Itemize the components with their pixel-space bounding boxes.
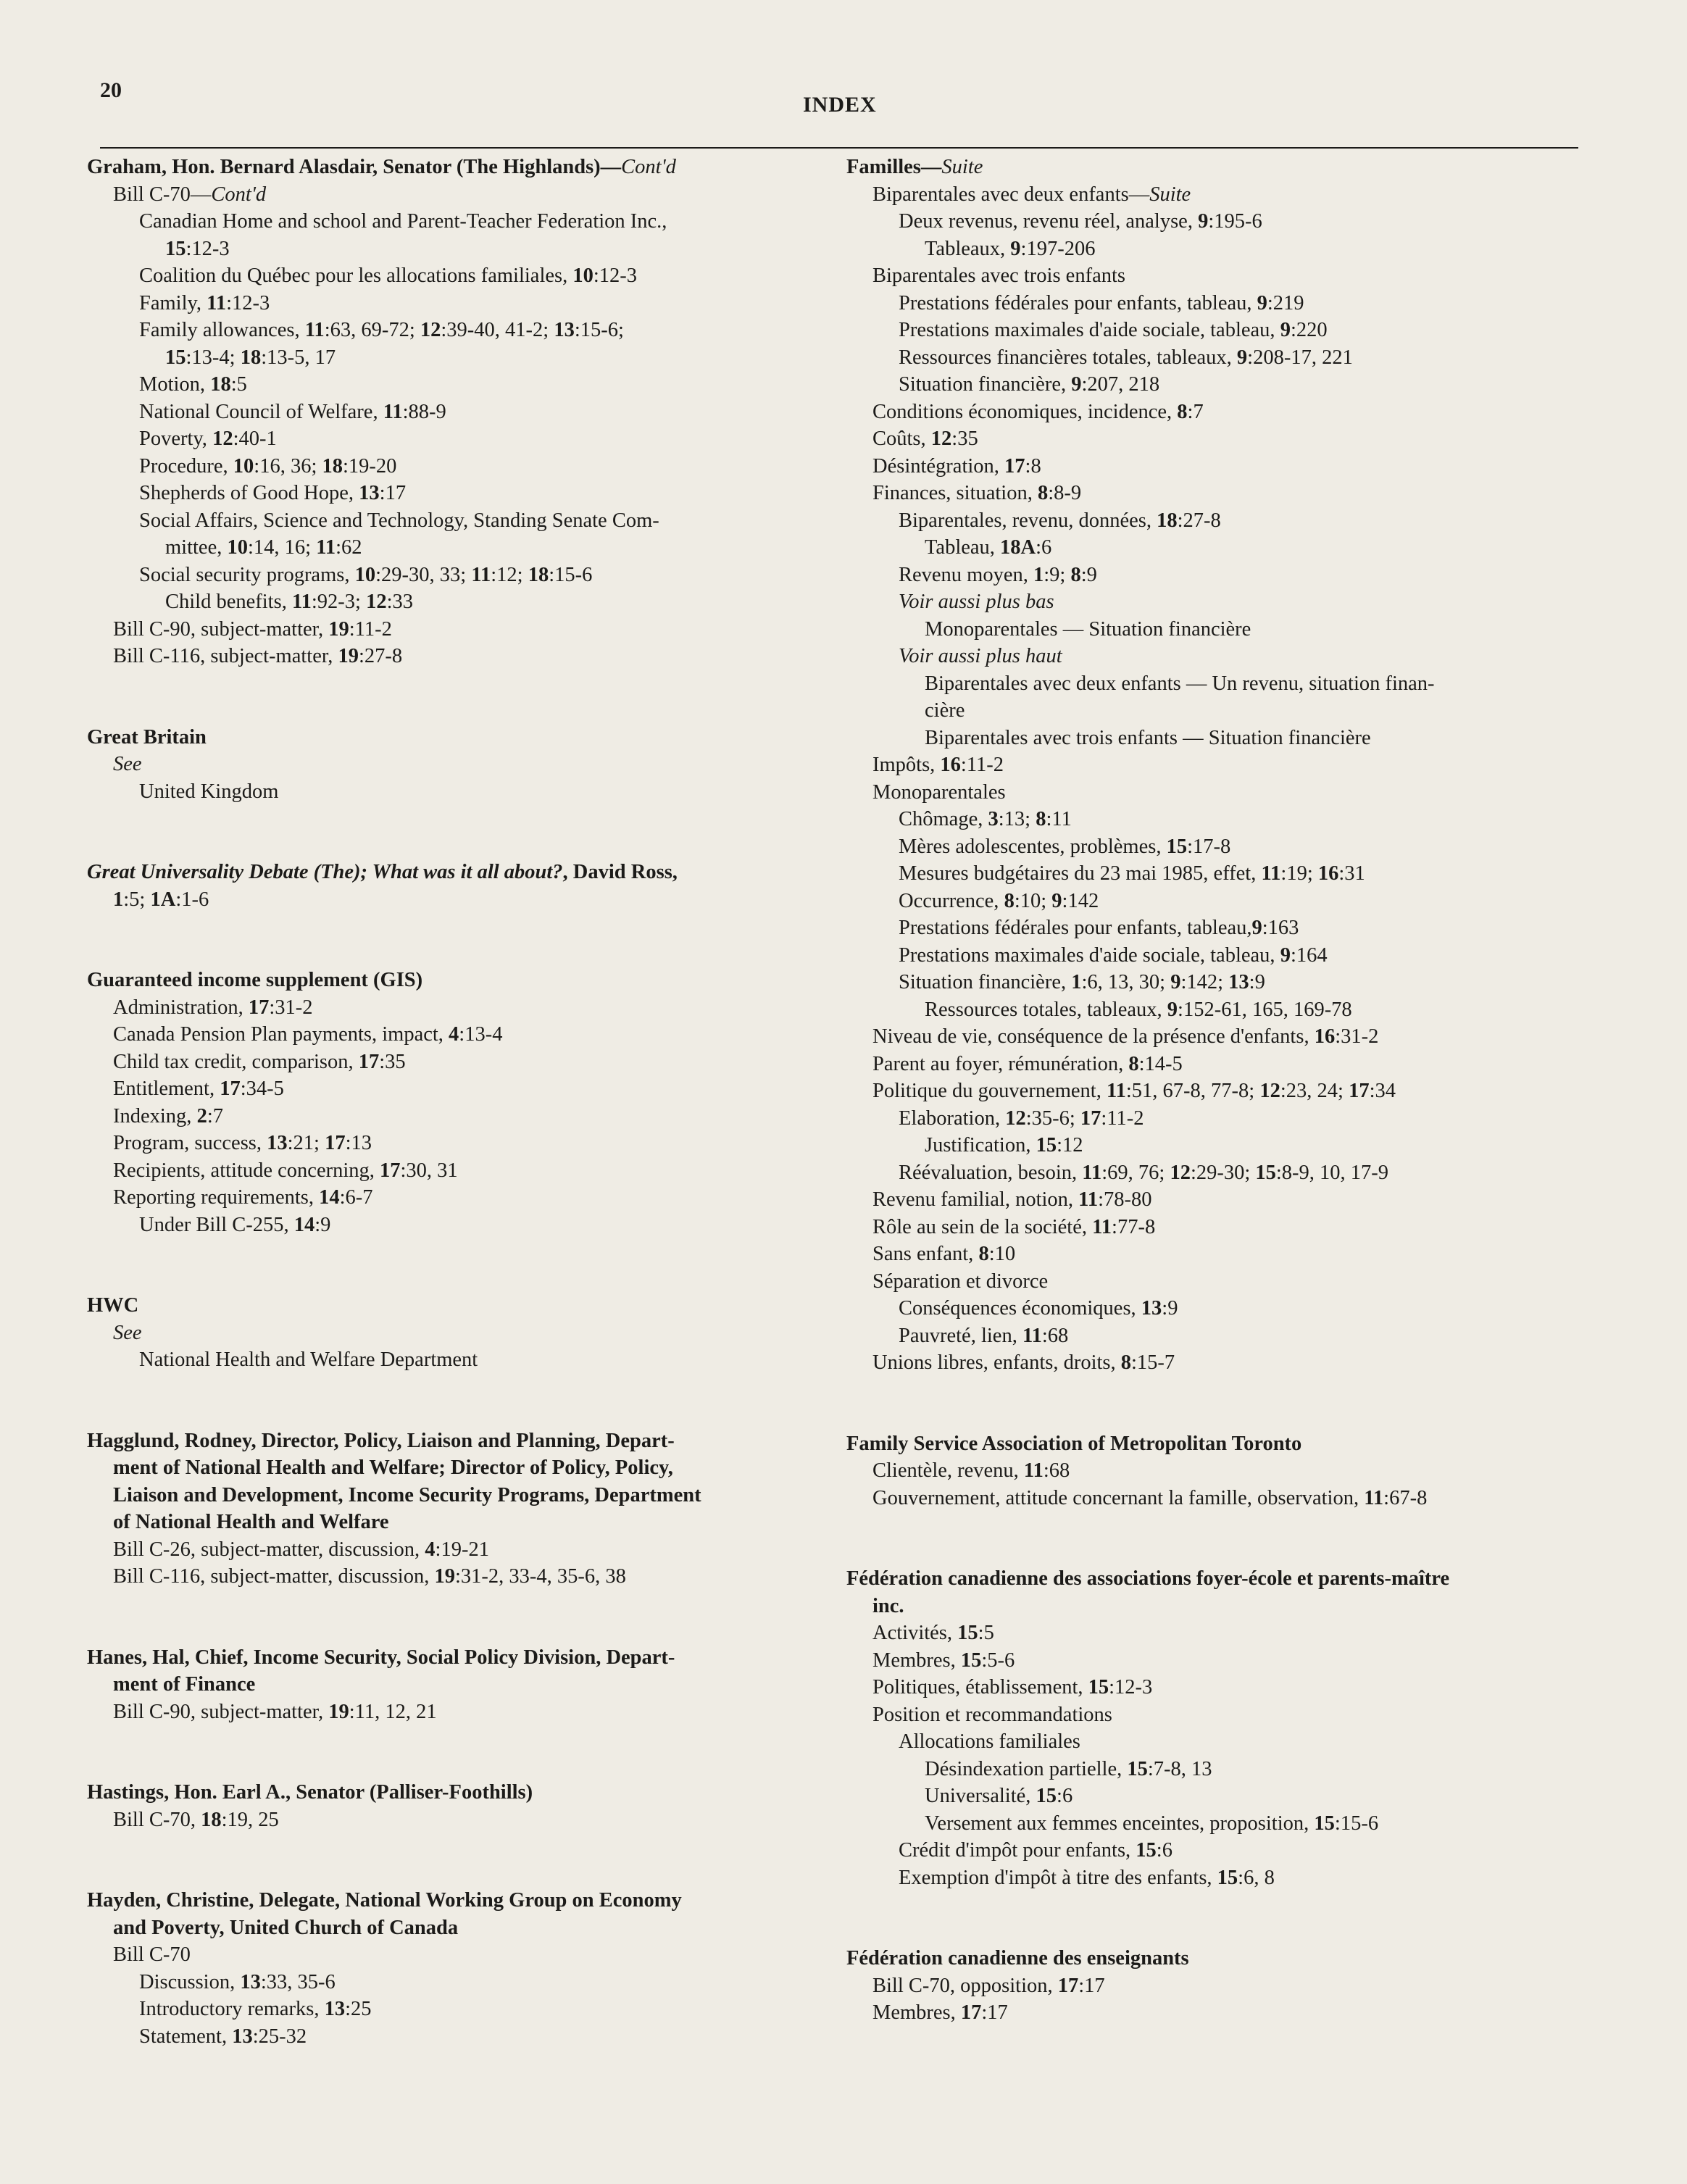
index-subentry: Biparentales avec trois enfants [872, 264, 1125, 287]
index-subentry: Child tax credit, comparison, 17:35 [113, 1050, 406, 1073]
index-subentry: Motion, 18:5 [139, 373, 247, 396]
index-subentry: Séparation et divorce [872, 1270, 1049, 1293]
index-subentry: Bill C-70, opposition, 17:17 [872, 1974, 1105, 1997]
index-subentry: Liaison and Development, Income Security Programs, Department [113, 1483, 701, 1506]
index-subentry: 15:13-4; 18:13-5, 17 [165, 346, 336, 369]
entry-spacer [87, 913, 812, 967]
index-subentry: Bill C-70—Cont'd [113, 183, 267, 206]
entry-spacer [846, 1377, 1578, 1430]
index-subentry: Administration, 17:31-2 [113, 996, 313, 1019]
index-subentry: Mères adolescentes, problèmes, 15:17-8 [899, 835, 1231, 858]
page-number: 20 [100, 78, 122, 102]
index-subentry: Clientèle, revenu, 11:68 [872, 1459, 1070, 1482]
index-column-left [87, 154, 812, 2050]
index-subentry: Revenu moyen, 1:9; 8:9 [899, 563, 1097, 586]
entry-spacer [87, 1833, 812, 1887]
index-heading: Familles—Suite [846, 156, 983, 178]
index-subentry: Crédit d'impôt pour enfants, 15:6 [899, 1839, 1172, 1862]
index-subentry: Voir aussi plus bas [899, 591, 1054, 613]
index-subentry: Deux revenus, revenu réel, analyse, 9:195-6 [899, 210, 1262, 233]
index-subentry: Niveau de vie, conséquence de la présence d'enfants, 16:31-2 [872, 1025, 1379, 1048]
index-subentry: Membres, 15:5-6 [872, 1649, 1015, 1672]
index-subentry: Family allowances, 11:63, 69-72; 12:39-40, 41-2; 13:15-6; [139, 319, 624, 341]
index-subentry: Procedure, 10:16, 36; 18:19-20 [139, 454, 397, 478]
index-subentry: inc. [872, 1594, 904, 1617]
index-subentry: Unions libres, enfants, droits, 8:15-7 [872, 1351, 1175, 1374]
index-subentry: Universalité, 15:6 [925, 1785, 1073, 1807]
index-subentry: Rôle au sein de la société, 11:77-8 [872, 1215, 1156, 1238]
index-heading: HWC [87, 1294, 139, 1317]
index-subentry: Bill C-70 [113, 1943, 191, 1966]
index-subentry: Monoparentales — Situation financière [925, 617, 1251, 641]
index-subentry: Ressources financières totales, tableaux, 9:208-17, 221 [899, 346, 1353, 369]
index-subentry: mittee, 10:14, 16; 11:62 [165, 536, 362, 559]
index-subentry: Politiques, établissement, 15:12-3 [872, 1676, 1153, 1699]
entry-spacer [846, 1512, 1578, 1565]
index-subentry: Biparentales avec trois enfants — Situation financière [925, 726, 1371, 749]
index-subentry: Exemption d'impôt à titre des enfants, 15:6, 8 [899, 1866, 1275, 1889]
index-subentry: Tableaux, 9:197-206 [925, 237, 1096, 260]
index-heading: Family Service Association of Metropolitan Toronto [846, 1432, 1302, 1455]
index-heading: Fédération canadienne des enseignants [846, 1947, 1189, 1970]
index-subentry: Tableau, 18A:6 [925, 536, 1052, 559]
index-subentry: 15:12-3 [165, 237, 230, 260]
index-subentry: Bill C-26, subject-matter, discussion, 4:19-21 [113, 1538, 489, 1561]
index-subentry: Entitlement, 17:34-5 [113, 1078, 284, 1100]
index-subentry: Bill C-90, subject-matter, 19:11, 12, 21 [113, 1700, 437, 1723]
index-subentry: Under Bill C-255, 14:9 [139, 1213, 331, 1236]
index-subentry: See [113, 753, 142, 775]
index-heading: Hayden, Christine, Delegate, National Working Group on Economy [87, 1889, 682, 1912]
index-subentry: Family, 11:12-3 [139, 291, 270, 314]
index-subentry: Gouvernement, attitude concernant la famille, observation, 11:67-8 [872, 1486, 1428, 1509]
index-subentry: Position et recommandations [872, 1703, 1112, 1726]
index-subentry: Indexing, 2:7 [113, 1104, 223, 1128]
index-subentry: Versement aux femmes enceintes, proposition, 15:15-6 [925, 1812, 1379, 1835]
index-subentry: Mesures budgétaires du 23 mai 1985, effet, 11:19; 16:31 [899, 862, 1365, 885]
index-subentry: National Health and Welfare Department [139, 1349, 478, 1371]
index-subentry: Voir aussi plus haut [899, 645, 1062, 667]
index-subentry: Coûts, 12:35 [872, 428, 978, 450]
index-subentry: Membres, 17:17 [872, 2001, 1008, 2024]
index-subentry: Chômage, 3:13; 8:11 [899, 808, 1072, 830]
index-subentry: Désintégration, 17:8 [872, 454, 1041, 478]
index-subentry: Introductory remarks, 13:25 [139, 1998, 372, 2020]
index-subentry: Occurrence, 8:10; 9:142 [899, 889, 1099, 912]
index-heading: Hanes, Hal, Chief, Income Security, Social Policy Division, Depart- [87, 1646, 675, 1669]
index-subentry: Canada Pension Plan payments, impact, 4:13-4 [113, 1023, 503, 1046]
index-subentry: Coalition du Québec pour les allocations familiales, 10:12-3 [139, 264, 638, 287]
index-subentry: Désindexation partielle, 15:7-8, 13 [925, 1757, 1212, 1780]
index-subentry: Allocations familiales [899, 1730, 1080, 1753]
entry-spacer [846, 1891, 1578, 1945]
index-subentry: Biparentales, revenu, données, 18:27-8 [899, 509, 1221, 532]
index-subentry: Justification, 15:12 [925, 1134, 1083, 1156]
index-heading: Guaranteed income supplement (GIS) [87, 969, 423, 991]
index-heading: Great Britain [87, 725, 207, 749]
index-subentry: Biparentales avec deux enfants — Un revenu, situation finan- [925, 672, 1435, 695]
index-subentry: Discussion, 13:33, 35-6 [139, 1970, 336, 1993]
index-subentry: ment of National Health and Welfare; Director of Policy, Policy, [113, 1456, 673, 1479]
page-header-title: INDEX [803, 93, 877, 117]
index-subentry: Bill C-116, subject-matter, discussion, 19:31-2, 33-4, 35-6, 38 [113, 1565, 626, 1588]
index-subentry: National Council of Welfare, 11:88-9 [139, 400, 446, 423]
index-subentry: Monoparentales [872, 780, 1006, 804]
index-subentry: Canadian Home and school and Parent-Teacher Federation Inc., [139, 210, 667, 233]
entry-spacer [87, 1238, 812, 1292]
index-subentry: Impôts, 16:11-2 [872, 754, 1004, 776]
index-subentry: Revenu familial, notion, 11:78-80 [872, 1188, 1152, 1211]
index-heading: Graham, Hon. Bernard Alasdair, Senator (The Highlands)—Cont'd [87, 156, 676, 178]
index-subentry: Ressources totales, tableaux, 9:152-61, 165, 169-78 [925, 998, 1352, 1021]
entry-spacer [87, 670, 812, 724]
index-subentry: Sans enfant, 8:10 [872, 1243, 1016, 1265]
index-subentry: Statement, 13:25-32 [139, 2025, 307, 2048]
index-subentry: Bill C-116, subject-matter, 19:27-8 [113, 645, 403, 667]
index-subentry: Réévaluation, besoin, 11:69, 76; 12:29-30; 15:8-9, 10, 17-9 [899, 1161, 1389, 1184]
index-subentry: Prestations fédérales pour enfants, tableau, 9:219 [899, 291, 1304, 314]
index-subentry: Social security programs, 10:29-30, 33; 11:12; 18:15-6 [139, 563, 593, 586]
index-subentry: Conditions économiques, incidence, 8:7 [872, 400, 1204, 423]
index-subentry: Finances, situation, 8:8-9 [872, 482, 1082, 504]
index-heading: Hastings, Hon. Earl A., Senator (Palliser-Foothills) [87, 1781, 533, 1804]
index-subentry: See [113, 1321, 142, 1344]
index-column-right [846, 154, 1578, 2027]
index-subentry: Child benefits, 11:92-3; 12:33 [165, 591, 414, 613]
index-subentry: Program, success, 13:21; 17:13 [113, 1132, 372, 1154]
entry-spacer [87, 1374, 812, 1427]
entry-spacer [87, 805, 812, 859]
index-subentry: Shepherds of Good Hope, 13:17 [139, 482, 407, 504]
index-subentry: Biparentales avec deux enfants—Suite [872, 183, 1191, 206]
index-subentry: Bill C-70, 18:19, 25 [113, 1808, 279, 1831]
index-subentry: 1:5; 1A:1-6 [113, 888, 209, 911]
entry-spacer [87, 1725, 812, 1779]
index-subentry: Recipients, attitude concerning, 17:30, 31 [113, 1159, 458, 1182]
index-subentry: cière [925, 699, 965, 722]
header-rule [100, 147, 1578, 149]
index-subentry: Activités, 15:5 [872, 1622, 994, 1644]
index-subentry: Social Affairs, Science and Technology, Standing Senate Com- [139, 509, 659, 532]
index-subentry: Bill C-90, subject-matter, 19:11-2 [113, 617, 392, 641]
index-heading: Fédération canadienne des associations foyer-école et parents-maître [846, 1567, 1450, 1590]
index-heading: Great Universality Debate (The); What was it all about?, David Ross, [87, 861, 678, 883]
index-subentry: Poverty, 12:40-1 [139, 428, 277, 450]
index-subentry: ment of Finance [113, 1673, 256, 1696]
index-subentry: Situation financière, 9:207, 218 [899, 373, 1160, 396]
entry-spacer [87, 1591, 812, 1644]
index-subentry: of National Health and Welfare [113, 1511, 389, 1533]
index-subentry: Prestations maximales d'aide sociale, tableau, 9:220 [899, 319, 1328, 341]
index-subentry: Prestations fédérales pour enfants, tableau,9:163 [899, 917, 1299, 939]
index-subentry: Parent au foyer, rémunération, 8:14-5 [872, 1052, 1183, 1075]
index-subentry: Prestations maximales d'aide sociale, tableau, 9:164 [899, 943, 1328, 967]
index-subentry: Reporting requirements, 14:6-7 [113, 1186, 373, 1209]
index-subentry: Situation financière, 1:6, 13, 30; 9:142; 13:9 [899, 971, 1265, 993]
index-subentry: Elaboration, 12:35-6; 17:11-2 [899, 1106, 1144, 1130]
index-subentry: Politique du gouvernement, 11:51, 67-8, 77-8; 12:23, 24; 17:34 [872, 1080, 1396, 1102]
index-heading: Hagglund, Rodney, Director, Policy, Liaison and Planning, Depart- [87, 1429, 675, 1452]
index-subentry: United Kingdom [139, 780, 279, 803]
index-subentry: Conséquences économiques, 13:9 [899, 1297, 1178, 1320]
index-subentry: and Poverty, United Church of Canada [113, 1916, 459, 1939]
index-subentry: Pauvreté, lien, 11:68 [899, 1324, 1069, 1347]
